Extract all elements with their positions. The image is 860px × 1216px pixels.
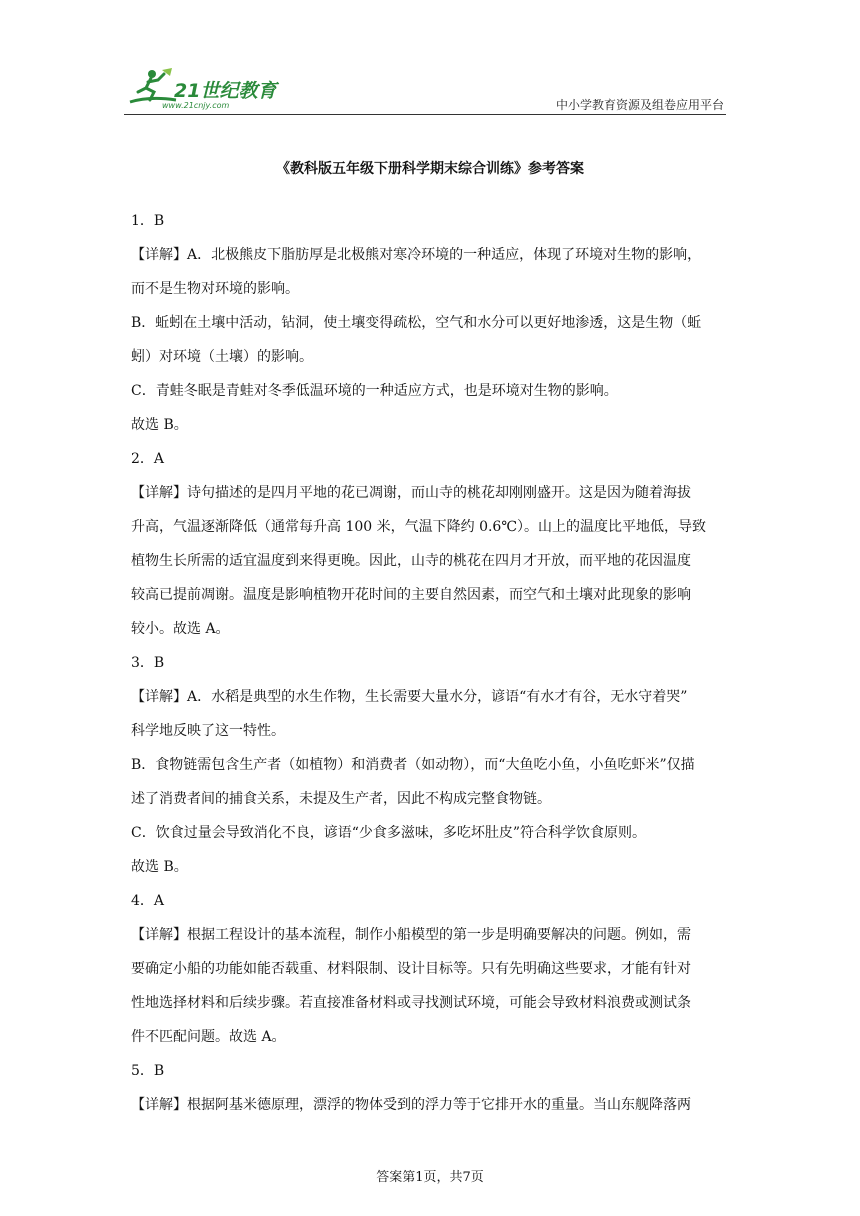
text-line: 较小。故选 A。	[131, 621, 230, 637]
text-line: 【详解】A．水稻是典型的水生作物，生长需要大量水分，谚语“有水才有谷，无水守着哭”	[131, 689, 688, 705]
text-line: 【详解】诗句描述的是四月平地的花已凋谢，而山寺的桃花却刚刚盛开。这是因为随着海拔	[131, 485, 691, 501]
text-line: 1．B	[131, 213, 165, 229]
text-line: C．青蛙冬眠是青蛙对冬季低温环境的一种适应方式，也是环境对生物的影响。	[131, 383, 618, 399]
text-line: 故选 B。	[131, 859, 188, 875]
text-line: 蚓）对环境（土壤）的影响。	[131, 349, 313, 365]
text-line: 较高已提前凋谢。温度是影响植物开花时间的主要自然因素，而空气和土壤对此现象的影响	[131, 587, 691, 603]
page-header	[124, 62, 726, 115]
text-line: C．饮食过量会导致消化不良，谚语“少食多滋味，多吃坏肚皮”符合科学饮食原则。	[131, 825, 647, 841]
text-line: 升高，气温逐渐降低（通常每升高 100 米，气温下降约 0.6℃）。山上的温度比平地低，导致	[131, 519, 706, 535]
logo	[124, 66, 294, 110]
text-line: 5．B	[131, 1063, 165, 1079]
text-line: 4．A	[131, 893, 165, 909]
text-line: 【详解】根据阿基米德原理，漂浮的物体受到的浮力等于它排开水的重量。当山东舰降落两	[131, 1097, 691, 1113]
text-line: 故选 B。	[131, 417, 188, 433]
platform-name: 中小学教育资源及组卷应用平台	[555, 98, 724, 112]
text-line: 要确定小船的功能如能否载重、材料限制、设计目标等。只有先明确这些要求，才能有针对	[131, 961, 691, 977]
text-line: B．食物链需包含生产者（如植物）和消费者（如动物），而“大鱼吃小鱼，小鱼吃虾米”仅描	[131, 757, 695, 773]
text-line: 2．A	[131, 451, 165, 467]
text-line: 而不是生物对环境的影响。	[131, 281, 299, 297]
text-line: B．蚯蚓在土壤中活动，钻洞，使土壤变得疏松，空气和水分可以更好地渗透，这是生物（蚯	[131, 315, 702, 331]
text-line: 述了消费者间的捕食关系，未提及生产者，因此不构成完整食物链。	[131, 791, 551, 807]
logo-url: www.21cnjy.com	[162, 101, 230, 110]
text-line: 【详解】A．北极熊皮下脂肪厚是北极熊对寒冷环境的一种适应，体现了环境对生物的影响，	[131, 247, 702, 263]
text-line: 3．B	[131, 655, 165, 671]
text-line: 件不匹配问题。故选 A。	[131, 1029, 286, 1045]
page-footer: 答案第1页，共7页	[376, 1170, 484, 1185]
text-line: 性地选择材料和后续步骤。若直接准备材料或寻找测试环境，可能会导致材料浪费或测试条	[131, 995, 691, 1011]
text-line: 【详解】根据工程设计的基本流程，制作小船模型的第一步是明确要解决的问题。例如，需	[131, 927, 691, 943]
text-line: 科学地反映了这一特性。	[131, 723, 285, 739]
logo-text: 21世纪教育	[174, 80, 277, 102]
answer-content	[131, 204, 729, 1122]
text-line: 植物生长所需的适宜温度到来得更晚。因此，山寺的桃花在四月才开放，而平地的花因温度	[131, 553, 691, 569]
document-title: 《教科版五年级下册科学期末综合训练》参考答案	[276, 161, 584, 177]
